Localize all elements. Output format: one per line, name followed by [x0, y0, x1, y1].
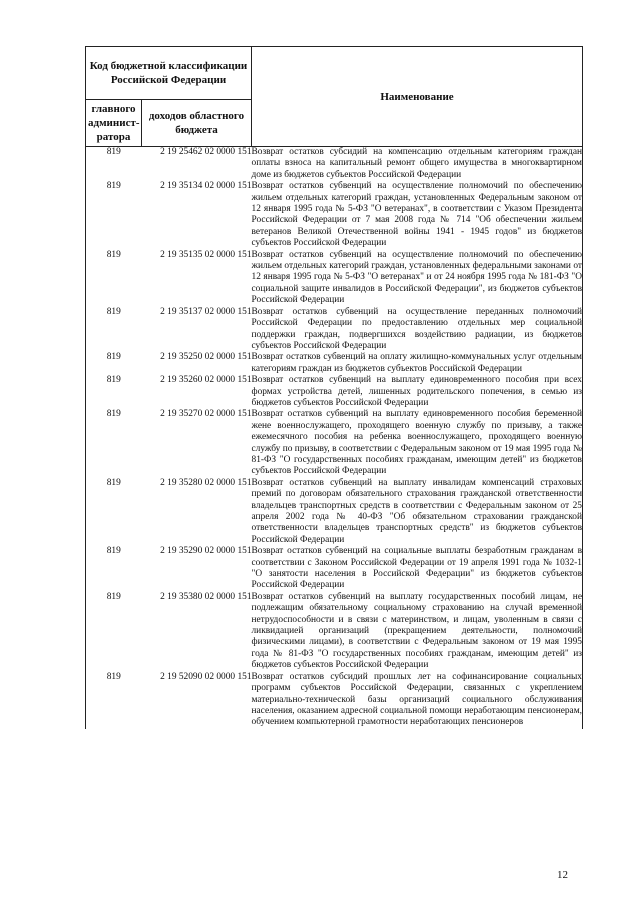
row-name: Возврат остатков субсидий прошлых лет на софинансирование социальных программ субъектов Российской Федерации, связанных с укреплением материально-технической базы организаций социального обслуживания населения, оказанием адресной социальной помощи неработающим пенсионерам, обучением компьютерной грамотности неработающих пенсионеров [251, 671, 582, 728]
income-code: 2 19 52090 02 0000 151 [160, 671, 252, 682]
admin-code: 819 [86, 307, 142, 353]
table-row [86, 409, 583, 477]
income-code: 2 19 35134 02 0000 151 [160, 181, 252, 192]
header-admin: главного админист-ратора [86, 100, 142, 147]
row-name: Возврат остатков субвенций на социальные выплаты безработным гражданам в соответствии с Законом Российской Федерации от 19 апреля 1991 года № 1032-1 "О занятости населения в Российской Федерации" из бюджетов субъектов Российской Федерации [251, 546, 582, 591]
header-income: доходов областного бюджета [142, 100, 252, 147]
table-row [86, 181, 583, 249]
row-name: Возврат остатков субвенций на оплату жилищно-коммунальных услуг отдельным категориям граждан из бюджетов субъектов Российской Федерации [251, 352, 582, 374]
table-row [86, 375, 583, 409]
table-row [86, 147, 583, 182]
admin-code: 819 [86, 478, 142, 546]
table-row [86, 352, 583, 375]
income-code: 2 19 35137 02 0000 151 [160, 306, 252, 317]
admin-code: 819 [86, 181, 142, 249]
row-name: Возврат остатков субсидий на компенсацию отдельным категориям граждан оплаты взноса на капитальный ремонт общего имущества в многоквартирном доме из бюджетов субъектов Российской Федерации [251, 147, 582, 180]
income-code: 2 19 35380 02 0000 151 [160, 591, 252, 602]
page-number: 12 [557, 869, 568, 881]
table-row [86, 307, 583, 353]
admin-code: 819 [86, 409, 142, 477]
header-name: Наименование [252, 47, 583, 147]
income-code: 2 19 35270 02 0000 151 [160, 409, 252, 420]
admin-code: 819 [86, 672, 142, 729]
table-row [86, 478, 583, 546]
header-budget-code: Код бюджетной классификации Российской Федерации [86, 47, 252, 100]
row-name: Возврат остатков субвенций на осуществление полномочий по обеспечению жильем отдельных категорий граждан, установленных Федеральным законом от 12 января 1995 года № 5-ФЗ "О ветеранах", в соответствии с Указом Президента Российской Федерации от 7 мая 2008 года № 714 "Об обеспечении жильем ветеранов Великой Отечественной войны 1941 - 1945 годов" из бюджетов субъектов Российской Федерации [251, 181, 582, 249]
admin-code: 819 [86, 592, 142, 672]
row-name: Возврат остатков субвенций на выплату единовременного пособия при всех формах устройства детей, лишенных родительского попечения, в семью из бюджетов субъектов Российской Федерации [251, 375, 582, 408]
budget-classification-table [85, 46, 583, 729]
row-name: Возврат остатков субвенций на выплату единовременного пособия беременной жене военнослужащего, проходящего военную службу по призыву, а также ежемесячного пособия на ребенка военнослужащего, проходящего военную службу по призыву, в соответствии с Федеральным законом от 19 мая 1995 года № 81-ФЗ "О государственных пособиях гражданам, имеющим детей" из бюджетов субъектов Российской Федерации [251, 409, 582, 477]
admin-code: 819 [86, 375, 142, 409]
row-name: Возврат остатков субвенций на осуществление переданных полномочий Российской Федерации по предоставлению отдельных мер социальной поддержки граждан, подвергшихся воздействию радиации, из бюджетов субъектов Российской Федерации [251, 306, 582, 351]
admin-code: 819 [86, 546, 142, 592]
row-name: Возврат остатков субвенций на выплату государственных пособий лицам, не подлежащим обязательному социальному страхованию на случай временной нетрудоспособности и в связи с материнством, и лицам, уволенным в связи с ликвидацией организаций (прекращением деятельности, полномочий физическими лицами), в соответствии с Федеральным законом от 19 мая 1995 года № 81-ФЗ "О государственных пособиях гражданам, имеющим детей" из бюджетов субъектов Российской Федерации [251, 591, 582, 671]
income-code: 2 19 35135 02 0000 151 [160, 249, 252, 260]
admin-code: 819 [86, 147, 142, 182]
income-code: 2 19 35290 02 0000 151 [160, 546, 252, 557]
row-name: Возврат остатков субвенций на выплату инвалидам компенсаций страховых премий по договорам обязательного страхования гражданской ответственности владельцев транспортных средств в соответствии с Федеральным законом от 25 апреля 2002 года № 40-ФЗ "Об обязательном страховании гражданской ответственности владельцев транспортных средств" из бюджетов субъектов Российской Федерации [251, 477, 582, 545]
income-code: 2 19 25462 02 0000 151 [160, 147, 252, 157]
table-row [86, 250, 583, 307]
table-row [86, 592, 583, 672]
income-code: 2 19 35250 02 0000 151 [160, 352, 252, 363]
row-name: Возврат остатков субвенций на осуществление полномочий по обеспечению жильем отдельных категорий граждан, установленных федеральными законами от 12 января 1995 года № 5-ФЗ "О ветеранах" и от 24 ноября 1995 года № 181-ФЗ "О социальной защите инвалидов в Российской Федерации", из бюджетов субъектов Российской Федерации [251, 249, 582, 306]
income-code: 2 19 35280 02 0000 151 [160, 477, 252, 488]
table-row [86, 672, 583, 729]
admin-code: 819 [86, 250, 142, 307]
admin-code: 819 [86, 352, 142, 375]
income-code: 2 19 35260 02 0000 151 [160, 375, 252, 386]
table-row [86, 546, 583, 592]
